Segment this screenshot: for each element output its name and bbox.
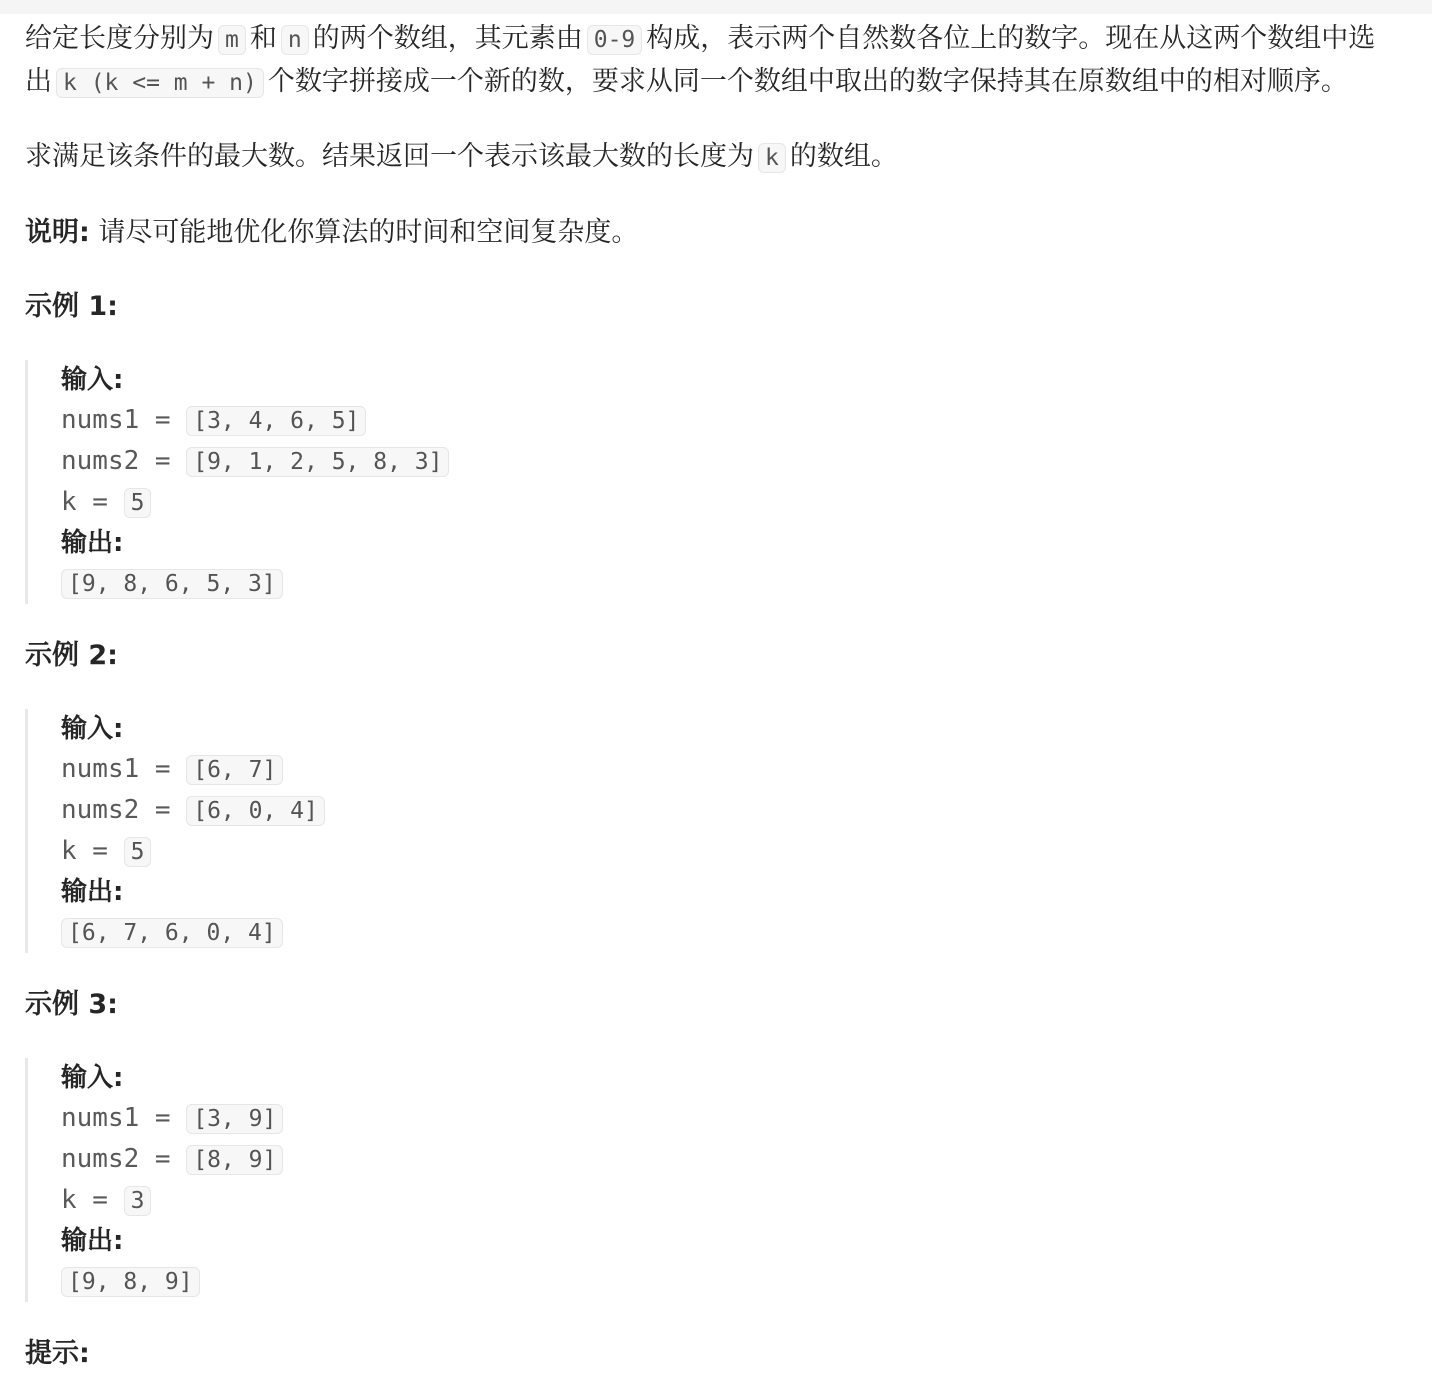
statement-text: 个数字拼接成一个新的数，要求从同一个数组中取出的数字保持其在原数组中的相对顺序。 bbox=[267, 66, 1348, 97]
input-label: 输入: bbox=[61, 1063, 124, 1093]
k-value: 5 bbox=[124, 837, 152, 867]
nums1-label: nums1 = bbox=[61, 405, 171, 435]
problem-goal bbox=[25, 136, 1432, 179]
example-3-title: 示例 3: bbox=[25, 989, 118, 1020]
statement-text: 构成，表示两个自然数各位上的数字。现在从这两个数组中选 bbox=[646, 23, 1376, 54]
k-value: 3 bbox=[124, 1186, 152, 1216]
statement-text: 出 bbox=[25, 66, 52, 97]
hints-title: 提示: bbox=[25, 1338, 90, 1369]
goal-text: 求满足该条件的最大数。结果返回一个表示该最大数的长度为 bbox=[25, 141, 754, 172]
statement-text: 和 bbox=[249, 23, 277, 54]
nums1-row bbox=[61, 400, 1432, 441]
k-label: k = bbox=[61, 1185, 108, 1215]
output-row bbox=[61, 912, 1432, 953]
nums2-label: nums2 = bbox=[61, 446, 171, 476]
k-label: k = bbox=[61, 487, 108, 517]
note-text: 请尽可能地优化你算法的时间和空间复杂度。 bbox=[98, 217, 639, 248]
problem-description bbox=[25, 18, 1432, 1374]
nums1-value: [3, 9] bbox=[186, 1104, 283, 1134]
nums2-row bbox=[61, 790, 1432, 831]
output-value: [6, 7, 6, 0, 4] bbox=[61, 918, 283, 948]
code-n: n bbox=[281, 25, 309, 55]
nums2-value: [9, 1, 2, 5, 8, 3] bbox=[186, 447, 449, 477]
code-digits: 0-9 bbox=[587, 25, 643, 55]
output-value: [9, 8, 6, 5, 3] bbox=[61, 569, 283, 599]
code-k-constraint: k (k <= m + n) bbox=[56, 68, 264, 98]
problem-note bbox=[25, 212, 1432, 253]
nums2-label: nums2 = bbox=[61, 795, 171, 825]
note-label: 说明: bbox=[25, 217, 90, 248]
nums1-row bbox=[61, 1098, 1432, 1139]
k-row bbox=[61, 831, 1432, 872]
code-m: m bbox=[218, 25, 246, 55]
output-label: 输出: bbox=[61, 877, 124, 907]
nums1-label: nums1 = bbox=[61, 1103, 171, 1133]
nums1-value: [3, 4, 6, 5] bbox=[186, 406, 366, 436]
nums2-label: nums2 = bbox=[61, 1144, 171, 1174]
nums1-value: [6, 7] bbox=[186, 755, 283, 785]
k-label: k = bbox=[61, 836, 108, 866]
example-2-title: 示例 2: bbox=[25, 640, 118, 671]
k-value: 5 bbox=[124, 488, 152, 518]
output-label: 输出: bbox=[61, 528, 124, 558]
k-row bbox=[61, 1180, 1432, 1221]
statement-text: 给定长度分别为 bbox=[25, 23, 214, 54]
code-k: k bbox=[758, 143, 786, 173]
example-3-block bbox=[25, 1058, 1432, 1302]
top-strip bbox=[0, 0, 1432, 14]
statement-text: 的两个数组，其元素由 bbox=[312, 23, 583, 54]
nums1-row bbox=[61, 749, 1432, 790]
example-1-block bbox=[25, 360, 1432, 604]
nums2-value: [8, 9] bbox=[186, 1145, 283, 1175]
nums2-value: [6, 0, 4] bbox=[186, 796, 325, 826]
goal-text: 的数组。 bbox=[789, 141, 898, 172]
input-label: 输入: bbox=[61, 714, 124, 744]
nums2-row bbox=[61, 441, 1432, 482]
output-value: [9, 8, 9] bbox=[61, 1267, 200, 1297]
output-row bbox=[61, 563, 1432, 604]
output-row bbox=[61, 1261, 1432, 1302]
problem-statement bbox=[25, 18, 1432, 104]
nums1-label: nums1 = bbox=[61, 754, 171, 784]
example-2-block bbox=[25, 709, 1432, 953]
input-label: 输入: bbox=[61, 365, 124, 395]
nums2-row bbox=[61, 1139, 1432, 1180]
output-label: 输出: bbox=[61, 1226, 124, 1256]
example-1-title: 示例 1: bbox=[25, 291, 118, 322]
k-row bbox=[61, 482, 1432, 523]
